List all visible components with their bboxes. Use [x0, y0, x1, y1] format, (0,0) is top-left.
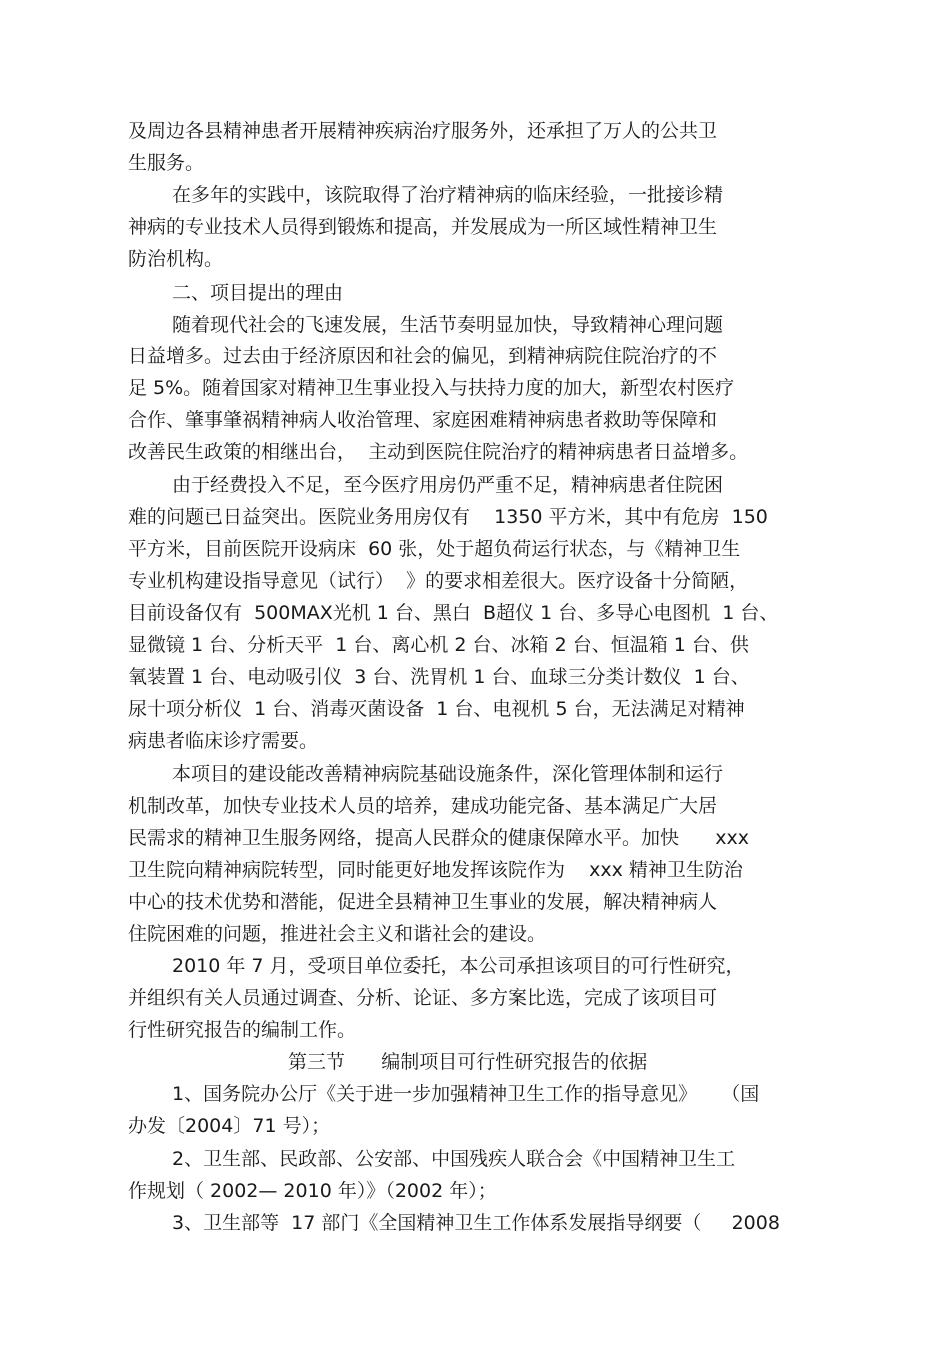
- text-line: 足 5%。随着国家对精神卫生事业投入与扶持力度的加大，新型农村医疗: [128, 377, 735, 399]
- text-line: 并组织有关人员通过调查、分析、论证、多方案比选，完成了该项目可: [128, 987, 718, 1009]
- text-line: 尿十项分析仪 1 台、消毒灭菌设备 1 台、电视机 5 台，无法满足对精神: [128, 698, 745, 720]
- text-line: 中心的技术优势和潜能，促进全县精神卫生事业的发展，解决精神病人: [128, 891, 718, 913]
- text-line: 随着现代社会的飞速发展，生活节奏明显加快，导致精神心理问题: [172, 314, 724, 336]
- text-line: 专业机构建设指导意见（试行） 》的要求相差很大。医疗设备十分简陋，: [128, 570, 749, 592]
- text-line: 难的问题已日益突出。医院业务用房仅有 1350 平方米，其中有危房 150: [128, 506, 768, 528]
- text-line: 行性研究报告的编制工作。: [128, 1019, 357, 1041]
- text-line: 作规划（ 2002— 2010 年）》（2002 年）；: [128, 1180, 497, 1202]
- text-line: 在多年的实践中，该院取得了治疗精神病的临床经验，一批接诊精: [172, 184, 724, 206]
- text-line: 3、卫生部等 17 部门《全国精神卫生工作体系发展指导纲要（ 2008: [172, 1212, 780, 1234]
- section-heading: 第三节 编制项目可行性研究报告的依据: [288, 1051, 648, 1073]
- text-line: 目前设备仅有 500MAX光机 1 台、黑白 B超仪 1 台、多导心电图机 1 台、: [128, 602, 779, 624]
- text-line: 1、国务院办公厅《关于进一步加强精神卫生工作的指导意见》 （国: [172, 1083, 760, 1105]
- text-line: 病患者临床诊疗需要。: [128, 730, 319, 752]
- text-line: 平方米，目前医院开设病床 60 张，处于超负荷运行状态，与《精神卫生: [128, 538, 741, 560]
- text-line: 本项目的建设能改善精神病院基础设施条件，深化管理体制和运行: [172, 763, 724, 785]
- text-line: 改善民生政策的相继出台， 主动到医院住院治疗的精神病患者日益增多。: [128, 441, 749, 463]
- text-line: 住院困难的问题，推进社会主义和谐社会的建设。: [128, 923, 547, 945]
- text-line: 由于经费投入不足，至今医疗用房仍严重不足，精神病患者住院困: [172, 474, 724, 496]
- text-line: 氧装置 1 台、电动吸引仪 3 台、洗胃机 1 台、血球三分类计数仪 1 台、: [128, 666, 750, 688]
- text-line: 显微镜 1 台、分析天平 1 台、离心机 2 台、冰箱 2 台、恒温箱 1 台、供: [128, 634, 749, 656]
- text-line: 神病的专业技术人员得到锻炼和提高，并发展成为一所区域性精神卫生: [128, 216, 718, 238]
- text-line: 办发〔2004〕71 号）；: [128, 1115, 331, 1137]
- text-line: 防治机构。: [128, 248, 224, 270]
- text-line: 民需求的精神卫生服务网络，提高人民群众的健康保障水平。加快 xxx: [128, 827, 749, 849]
- section-heading: 二、项目提出的理由: [172, 282, 344, 304]
- text-line: 生服务。: [128, 152, 205, 174]
- text-line: 合作、肇事肇祸精神病人收治管理、家庭困难精神病患者救助等保障和: [128, 409, 718, 431]
- text-line: 2、卫生部、民政部、公安部、中国残疾人联合会《中国精神卫生工: [172, 1148, 736, 1170]
- text-line: 2010 年 7 月，受项目单位委托，本公司承担该项目的可行性研究，: [172, 955, 745, 977]
- text-line: 及周边各县精神患者开展精神疾病治疗服务外，还承担了万人的公共卫: [128, 120, 718, 142]
- text-line: 日益增多。过去由于经济原因和社会的偏见，到精神病院住院治疗的不: [128, 345, 718, 367]
- text-line: 卫生院向精神病院转型，同时能更好地发挥该院作为 xxx 精神卫生防治: [128, 859, 743, 881]
- text-line: 机制改革，加快专业技术人员的培养，建成功能完备、基本满足广大居: [128, 795, 718, 817]
